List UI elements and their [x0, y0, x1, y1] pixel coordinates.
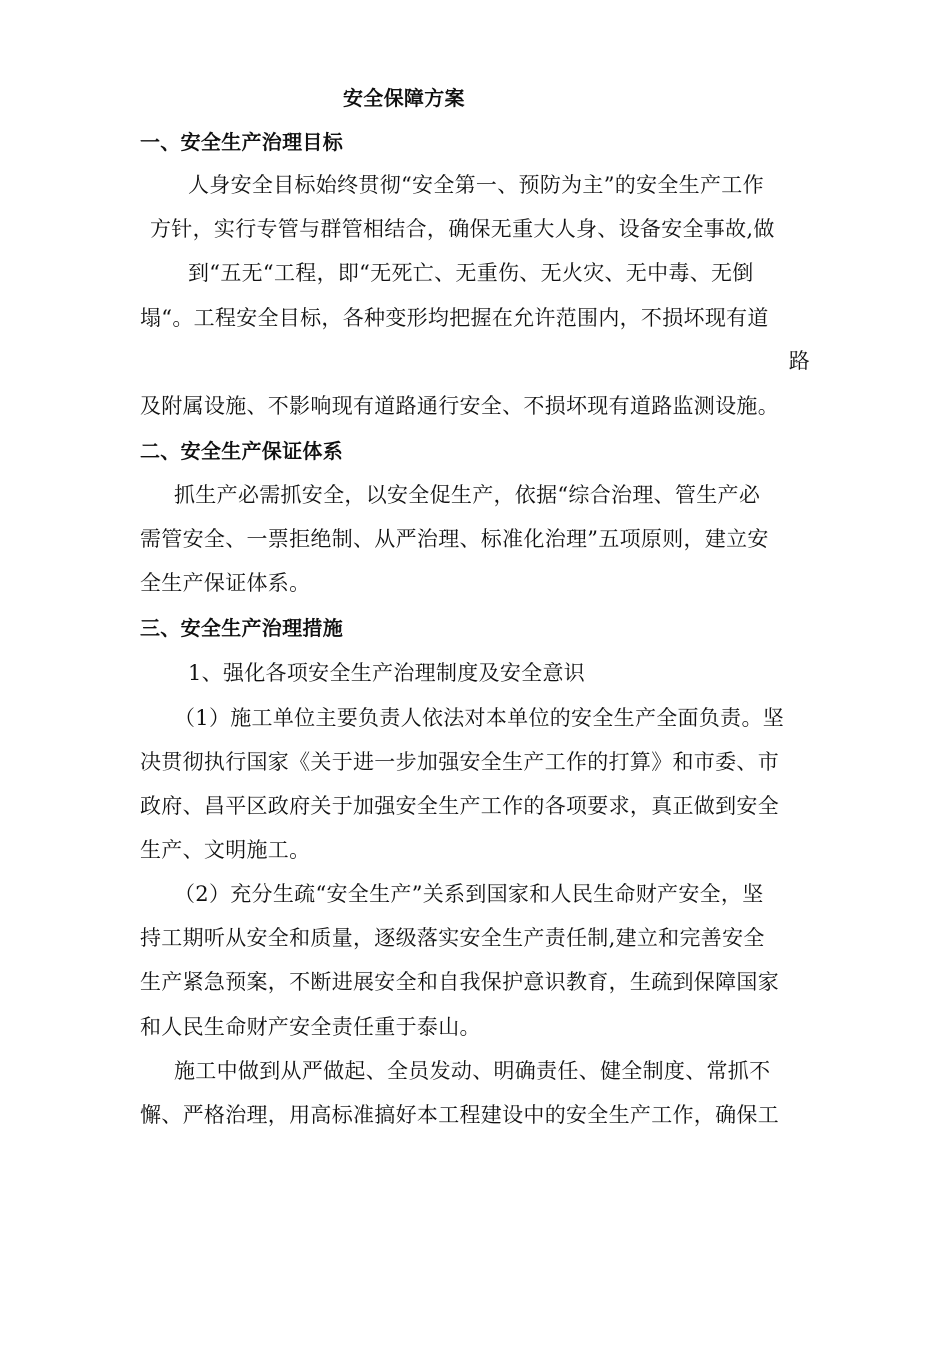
paragraph-line: 方针，实行专管与群管相结合，确保无重大人身、设备安全事故,做	[150, 217, 775, 241]
paragraph-line: 和人民生命财产安全责任重于泰山。	[140, 1015, 481, 1039]
paragraph-line: 抓生产必需抓安全，以安全促生产，依据“综合治理、管生产必	[174, 483, 761, 507]
paragraph-line: 懈、严格治理，用高标准搞好本工程建设中的安全生产工作，确保工	[140, 1103, 779, 1127]
paragraph-line: （1）施工单位主要负责人依法对本单位的安全生产全面负责。坚	[174, 706, 785, 730]
paragraph-line: 政府、昌平区政府关于加强安全生产工作的各项要求，真正做到安全	[140, 794, 779, 818]
subheading: 1、强化各项安全生产治理制度及安全意识	[188, 661, 586, 685]
paragraph-line: 到“五无“工程，即“无死亡、无重伤、无火灾、无中毒、无倒	[188, 261, 754, 285]
paragraph-line: 全生产保证体系。	[140, 571, 311, 595]
paragraph-line: 决贯彻执行国家《关于进一步加强安全生产工作的打算》和市委、市	[140, 750, 779, 774]
paragraph-line: 人身安全目标始终贯彻“安全第一、预防为主”的安全生产工作	[188, 173, 764, 197]
paragraph-line: 塌“。工程安全目标，各种变形均把握在允许范围内，不损坏现有道	[140, 306, 769, 330]
paragraph-line: 施工中做到从严做起、全员发动、明确责任、健全制度、常抓不	[174, 1059, 771, 1083]
paragraph-line: （2）充分生疏“安全生产”关系到国家和人民生命财产安全，坚	[174, 882, 764, 906]
paragraph-line: 及附属设施、不影响现有道路通行安全、不损坏现有道路监测设施。	[140, 394, 779, 418]
paragraph-line: 持工期听从安全和质量，逐级落实安全生产责任制,建立和完善安全	[140, 926, 765, 950]
section-heading: 一、安全生产治理目标	[140, 130, 343, 154]
paragraph-line: 生产紧急预案，不断进展安全和自我保护意识教育，生疏到保障国家	[140, 970, 779, 994]
section-heading: 二、安全生产保证体系	[140, 439, 343, 463]
section-heading: 三、安全生产治理措施	[140, 616, 343, 640]
paragraph-line: 生产、文明施工。	[140, 838, 311, 862]
paragraph-line: 路	[788, 349, 810, 373]
document-title: 安全保障方案	[343, 86, 465, 110]
paragraph-line: 需管安全、一票拒绝制、从严治理、标准化治理”五项原则，建立安	[140, 527, 769, 551]
